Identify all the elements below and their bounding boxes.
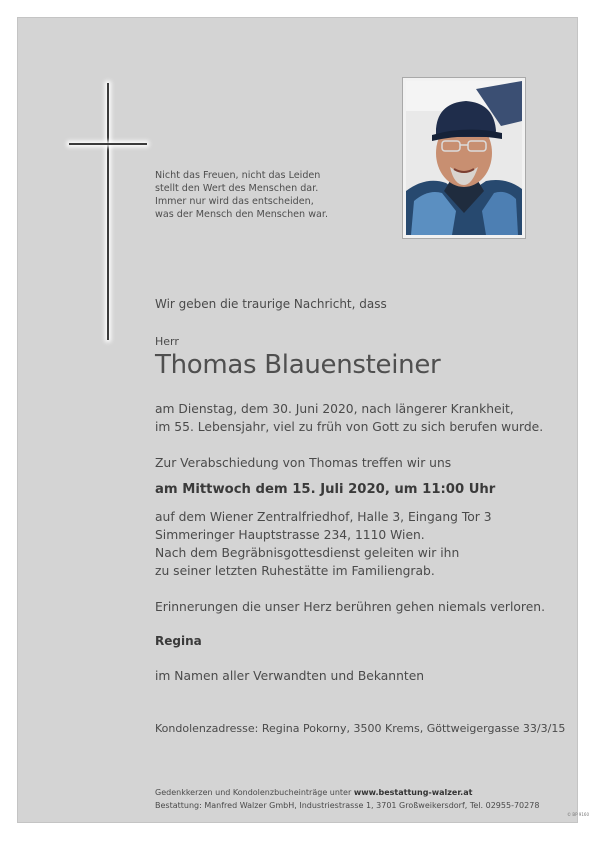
funeral-location [155,508,492,580]
condolence-address: Kondolenzadresse: Regina Pokorny, 3500 Krems, Göttweigergasse 33/3/15 [155,722,566,735]
funeral-date: am Mittwoch dem 15. Juli 2020, um 11:00 Uhr [155,482,496,497]
poem-line: stellt den Wert des Menschen dar. [155,183,319,194]
poem [155,169,328,221]
poem-line: was der Mensch den Menschen war. [155,209,329,220]
footer-line-2: Bestattung: Manfred Walzer GmbH, Industriestrasse 1, 3701 Großweikersdorf, Tel. 02955-70278 [155,801,540,810]
footer [155,786,539,812]
location-line: Simmeringer Hauptstrasse 234, 1110 Wien. [155,528,425,542]
poem-line: Nicht das Freuen, nicht das Leiden [155,170,321,181]
print-mark: © BP 9160 [567,812,589,817]
location-line: auf dem Wiener Zentralfriedhof, Halle 3, Eingang Tor 3 [155,510,492,524]
portrait-frame [402,77,526,239]
intro-text: Wir geben die traurige Nachricht, dass [155,297,387,311]
website-link[interactable]: www.bestattung-walzer.at [353,788,473,797]
salutation: Herr [155,335,179,348]
footer-line-1 [155,786,539,799]
memory-quote: Erinnerungen die unser Herz berühren gehen niemals verloren. [155,600,545,614]
death-line: am Dienstag, dem 30. Juni 2020, nach längerer Krankheit, [155,402,514,416]
farewell-text: Zur Verabschiedung von Thomas treffen wir uns [155,456,452,470]
poem-line: Immer nur wird das entscheiden, [155,196,314,207]
death-line: im 55. Lebensjahr, viel zu früh von Gott zu sich berufen wurde. [155,420,544,434]
signer-name: Regina [155,634,202,648]
portrait-illustration [406,81,522,235]
obituary-card [17,17,578,823]
relatives-text: im Namen aller Verwandten und Bekannten [155,669,425,683]
location-line: zu seiner letzten Ruhestätte im Familiengrab. [155,564,435,578]
deceased-name: Thomas Blauensteiner [155,350,441,380]
footer-prefix: Gedenkkerzen und Kondolenzbucheinträge unter [155,788,354,797]
death-notice [155,400,543,436]
portrait-photo [406,81,522,235]
location-line: Nach dem Begräbnisgottesdienst geleiten wir ihn [155,546,460,560]
